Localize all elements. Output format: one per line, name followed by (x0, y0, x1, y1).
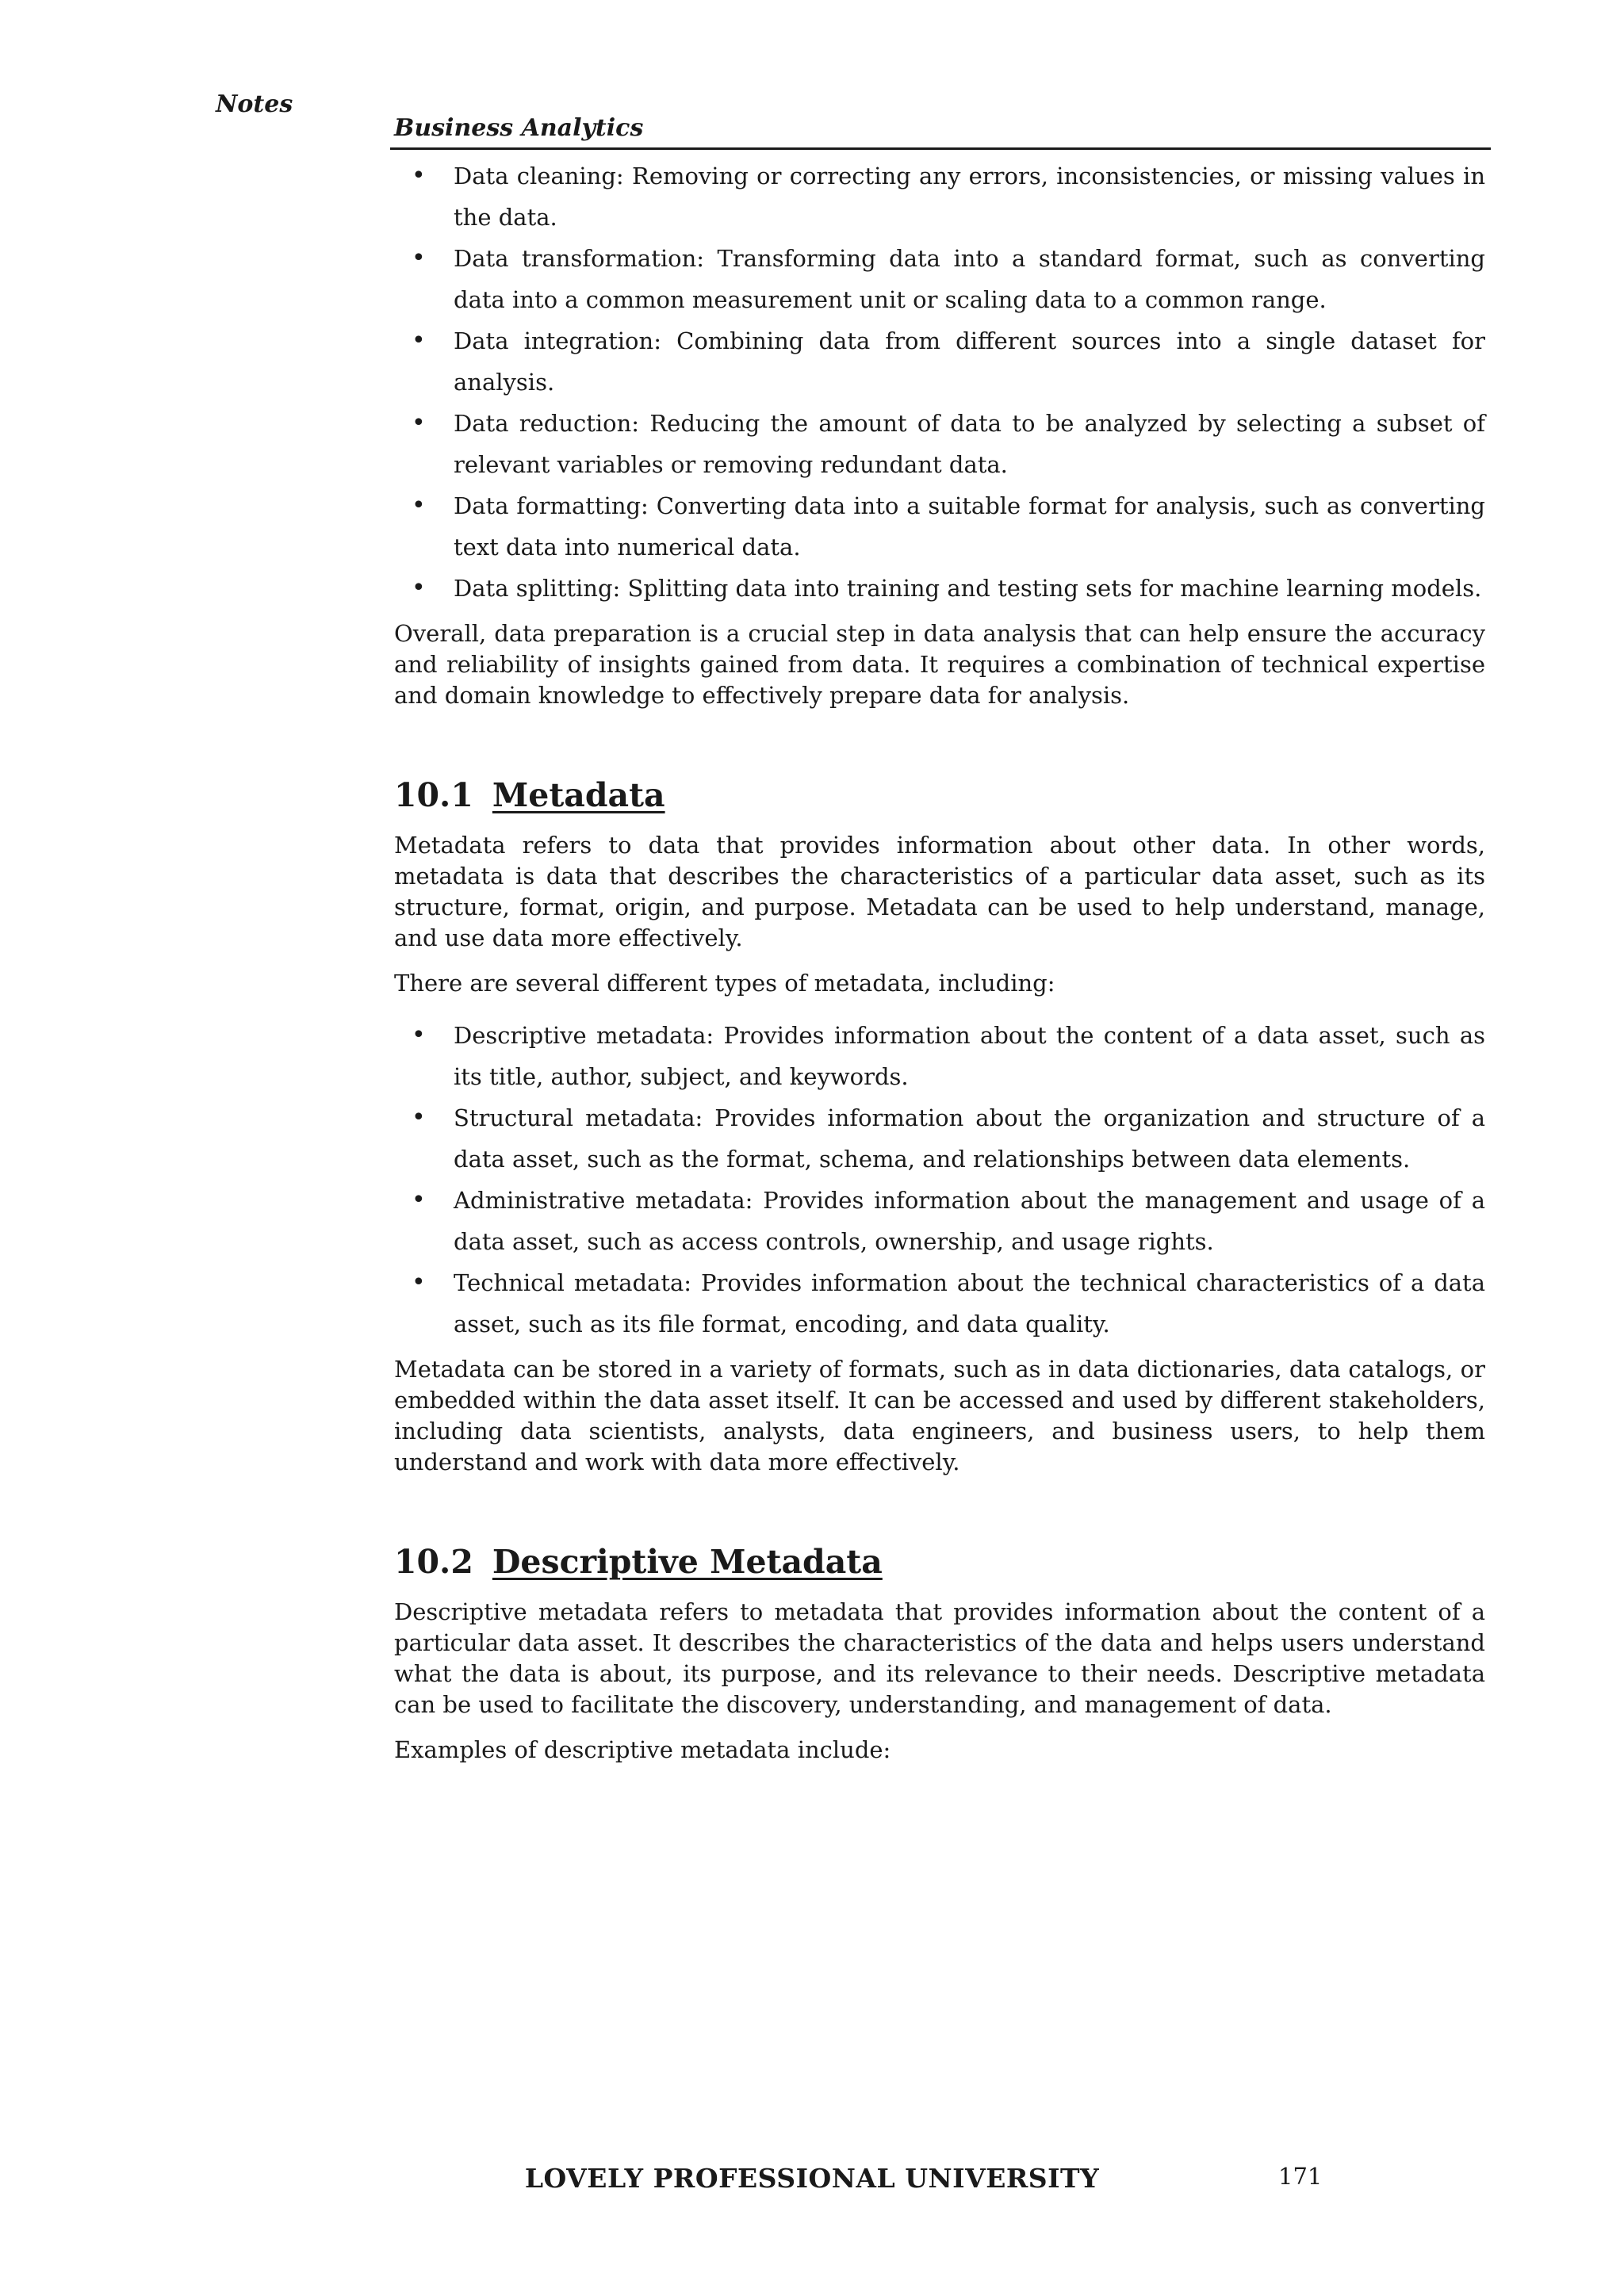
page-body (394, 155, 1485, 1766)
section-heading-metadata (394, 773, 1485, 817)
paragraph: Metadata refers to data that provides information about other data. In other words, metadata is data that describes the characteristics of a particular data asset, such as its structure, format, origin, and purpose. Metadata can be used to help understand, manage, and use data more effectively. (394, 832, 1485, 951)
section-title: Descriptive Metadata (492, 1543, 883, 1581)
list-item: • Descriptive metadata: Provides information about the content of a data asset, such as its title, author, subject, and keywords. (394, 1015, 1485, 1097)
running-header: Business Analytics (394, 114, 644, 142)
paragraph: Metadata can be stored in a variety of formats, such as in data dictionaries, data catalogs, or embedded within the data asset itself. It can be accessed and used by different stakeholders, including data scientists, analysts, data engineers, and business users, to help them understand and work with data more effectively. (394, 1356, 1485, 1475)
section-heading-descriptive-metadata (394, 1540, 1485, 1584)
list-item: • Data splitting: Splitting data into training and testing sets for machine learning models. (394, 568, 1485, 609)
paragraph: Examples of descriptive metadata include: (394, 1736, 891, 1763)
notes-margin-label: Notes (216, 90, 293, 118)
section-number: 10.1 (394, 776, 473, 814)
data-preparation-list (394, 155, 1485, 609)
list-item: • Structural metadata: Provides information about the organization and structure of a data asset, such as the format, schema, and relationships between data elements. (394, 1097, 1485, 1180)
list-item: • Administrative metadata: Provides information about the management and usage of a data asset, such as access controls, ownership, and usage rights. (394, 1180, 1485, 1262)
list-item: • Technical metadata: Provides information about the technical characteristics of a data asset, such as its file format, encoding, and data quality. (394, 1262, 1485, 1345)
section-number: 10.2 (394, 1543, 473, 1581)
paragraph: There are several different types of metadata, including: (394, 970, 1055, 997)
list-item: • Data cleaning: Removing or correcting any errors, inconsistencies, or missing values in the data. (394, 155, 1485, 238)
footer-university: LOVELY PROFESSIONAL UNIVERSITY (524, 2163, 1100, 2194)
list-item: • Data integration: Combining data from different sources into a single dataset for analysis. (394, 320, 1485, 403)
list-item: • Data transformation: Transforming data into a standard format, such as converting data into a common measurement unit or scaling data to a common range. (394, 238, 1485, 320)
section-title: Metadata (492, 776, 665, 814)
list-item: • Data reduction: Reducing the amount of data to be analyzed by selecting a subset of relevant variables or removing redundant data. (394, 403, 1485, 485)
page-number: 171 (1278, 2163, 1323, 2190)
summary-paragraph: Overall, data preparation is a crucial step in data analysis that can help ensure the accuracy and reliability of insights gained from data. It requires a combination of technical expertise and domain knowledge to effectively prepare data for analysis. (394, 620, 1485, 709)
paragraph: Descriptive metadata refers to metadata that provides information about the content of a particular data asset. It describes the characteristics of the data and helps users understand what the data is about, its purpose, and its relevance to their needs. Descriptive metadata can be used to facilitate the discovery, understanding, and management of data. (394, 1598, 1485, 1718)
header-rule (390, 147, 1491, 150)
list-item: • Data formatting: Converting data into a suitable format for analysis, such as converting text data into numerical data. (394, 485, 1485, 568)
metadata-types-list (394, 1015, 1485, 1345)
